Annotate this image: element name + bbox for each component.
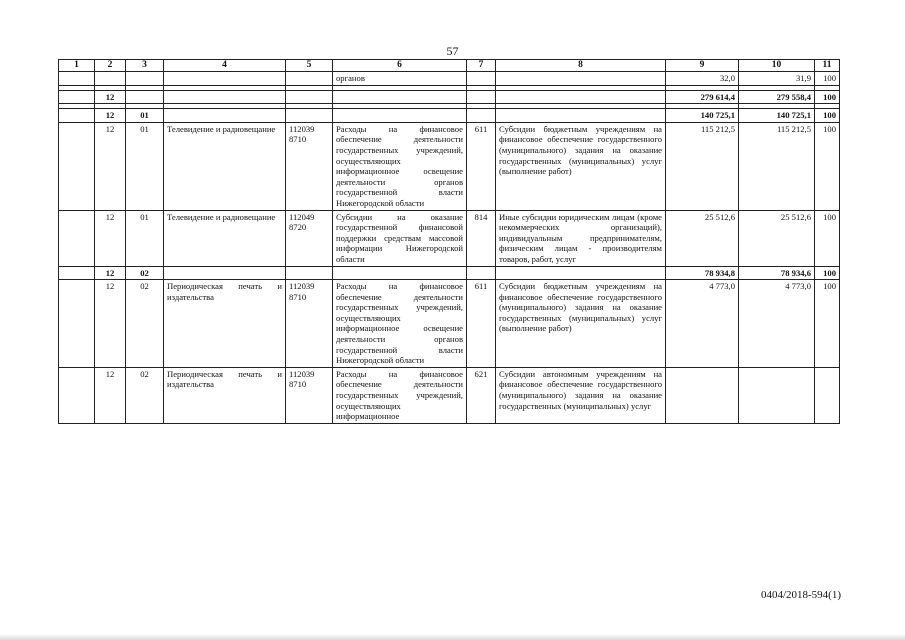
cell-planned: 32,0 (666, 72, 739, 86)
cell-expense-code: 814 (467, 210, 496, 266)
cell-percent: 100 (815, 90, 840, 104)
budget-table (58, 59, 840, 424)
cell-subsection: 01 (126, 122, 164, 210)
cell-target-code (286, 72, 333, 86)
cell-section: 12 (95, 367, 126, 423)
table-row (59, 266, 840, 280)
cell-subsection: 01 (126, 210, 164, 266)
cell-expense-name (496, 72, 666, 86)
cell-planned (666, 367, 739, 423)
cell-subsection: 01 (126, 109, 164, 123)
cell-section: 12 (95, 90, 126, 104)
cell-expense-code: 611 (467, 280, 496, 368)
header-col-6: 6 (333, 60, 467, 72)
cell-actual: 78 934,6 (739, 266, 815, 280)
cell-percent: 100 (815, 72, 840, 86)
cell-section: 12 (95, 122, 126, 210)
cell-subsection: 02 (126, 280, 164, 368)
cell-target-name: Расходы на финансовое обеспечение деятельности государственных учреждений, осуществляющих информационное (333, 367, 467, 423)
cell-expense-name: Субсидии бюджетным учреждениям на финансовое обеспечение государственного (муниципального) задания на оказание государственных (муниципальных) услуг (выполнение работ) (496, 122, 666, 210)
cell-percent (815, 367, 840, 423)
cell-name: Телевидение и радиовещание (164, 210, 286, 266)
header-col-9: 9 (666, 60, 739, 72)
cell-name (164, 109, 286, 123)
cell-name: Телевидение и радиовещание (164, 122, 286, 210)
cell-target-code: 112049 8720 (286, 210, 333, 266)
cell-target-code: 112039 8710 (286, 122, 333, 210)
cell-target-code (286, 266, 333, 280)
cell-target-code (286, 90, 333, 104)
cell-actual: 31,9 (739, 72, 815, 86)
header-col-10: 10 (739, 60, 815, 72)
cell-expense-name: Иные субсидии юридическим лицам (кроме некоммерческих организаций), индивидуальным предпринимателям, физическим лицам - производителям товаров, работ, услуг (496, 210, 666, 266)
cell-actual (739, 367, 815, 423)
cell-percent: 100 (815, 109, 840, 123)
cell-section: 12 (95, 109, 126, 123)
cell-expense-code: 621 (467, 367, 496, 423)
header-col-11: 11 (815, 60, 840, 72)
cell-target-name (333, 90, 467, 104)
cell-name (164, 90, 286, 104)
cell-expense-name (496, 266, 666, 280)
cell-subsection: 02 (126, 266, 164, 280)
header-col-2: 2 (95, 60, 126, 72)
cell-target-name: Субсидии на оказание государственной финансовой поддержки средствам массовой информации Нижегородской области (333, 210, 467, 266)
cell-expense-code: 611 (467, 122, 496, 210)
cell-actual: 25 512,6 (739, 210, 815, 266)
cell-name (164, 72, 286, 86)
cell-subsection (126, 90, 164, 104)
cell-section: 12 (95, 280, 126, 368)
cell-col-1 (59, 109, 95, 123)
scan-edge (0, 634, 905, 640)
cell-planned: 78 934,8 (666, 266, 739, 280)
cell-col-1 (59, 72, 95, 86)
cell-expense-name: Субсидии бюджетным учреждениям на финансовое обеспечение государственного (муниципального) задания на оказание государственных (муниципальных) услуг (выполнение работ) (496, 280, 666, 368)
table-row (59, 210, 840, 266)
cell-name (164, 266, 286, 280)
cell-planned: 279 614,4 (666, 90, 739, 104)
cell-expense-code (467, 90, 496, 104)
header-col-7: 7 (467, 60, 496, 72)
cell-actual: 115 212,5 (739, 122, 815, 210)
header-col-3: 3 (126, 60, 164, 72)
cell-section: 12 (95, 266, 126, 280)
cell-percent: 100 (815, 210, 840, 266)
cell-percent: 100 (815, 266, 840, 280)
header-col-4: 4 (164, 60, 286, 72)
cell-planned: 115 212,5 (666, 122, 739, 210)
header-row (59, 60, 840, 72)
cell-name: Периодическая печать и издательства (164, 280, 286, 368)
table-row (59, 90, 840, 104)
cell-section (95, 72, 126, 86)
cell-expense-name (496, 90, 666, 104)
table-row (59, 122, 840, 210)
cell-name: Периодическая печать и издательства (164, 367, 286, 423)
cell-actual: 4 773,0 (739, 280, 815, 368)
cell-planned: 140 725,1 (666, 109, 739, 123)
table-row (59, 109, 840, 123)
table-row (59, 72, 840, 86)
cell-target-code: 112039 8710 (286, 280, 333, 368)
header-col-1: 1 (59, 60, 95, 72)
cell-percent: 100 (815, 122, 840, 210)
cell-subsection: 02 (126, 367, 164, 423)
cell-col-1 (59, 266, 95, 280)
cell-expense-code (467, 72, 496, 86)
cell-percent: 100 (815, 280, 840, 368)
cell-actual: 279 558,4 (739, 90, 815, 104)
cell-target-code (286, 109, 333, 123)
cell-actual: 140 725,1 (739, 109, 815, 123)
cell-col-1 (59, 210, 95, 266)
cell-col-1 (59, 90, 95, 104)
cell-section: 12 (95, 210, 126, 266)
cell-expense-code (467, 266, 496, 280)
table-row (59, 367, 840, 423)
table-row (59, 280, 840, 368)
cell-target-name: Расходы на финансовое обеспечение деятельности государственных учреждений, осуществляющих информационное освещение деятельности органов государственной власти Нижегородской области (333, 122, 467, 210)
cell-planned: 4 773,0 (666, 280, 739, 368)
cell-col-1 (59, 367, 95, 423)
cell-target-name: органов (333, 72, 467, 86)
cell-target-name: Расходы на финансовое обеспечение деятельности государственных учреждений, осуществляющих информационное освещение деятельности органов государственной власти Нижегородской области (333, 280, 467, 368)
cell-target-code: 112039 8710 (286, 367, 333, 423)
cell-col-1 (59, 280, 95, 368)
cell-expense-name (496, 109, 666, 123)
cell-target-name (333, 109, 467, 123)
cell-expense-name: Субсидии автономным учреждениям на финансовое обеспечение государственного (муниципального) задания на оказание государственных (муниципальных) услуг (496, 367, 666, 423)
header-col-5: 5 (286, 60, 333, 72)
cell-planned: 25 512,6 (666, 210, 739, 266)
document-code: 0404/2018-594(1) (760, 589, 841, 601)
cell-subsection (126, 72, 164, 86)
cell-expense-code (467, 109, 496, 123)
page-number: 57 (446, 44, 459, 58)
cell-target-name (333, 266, 467, 280)
header-col-8: 8 (496, 60, 666, 72)
cell-col-1 (59, 122, 95, 210)
